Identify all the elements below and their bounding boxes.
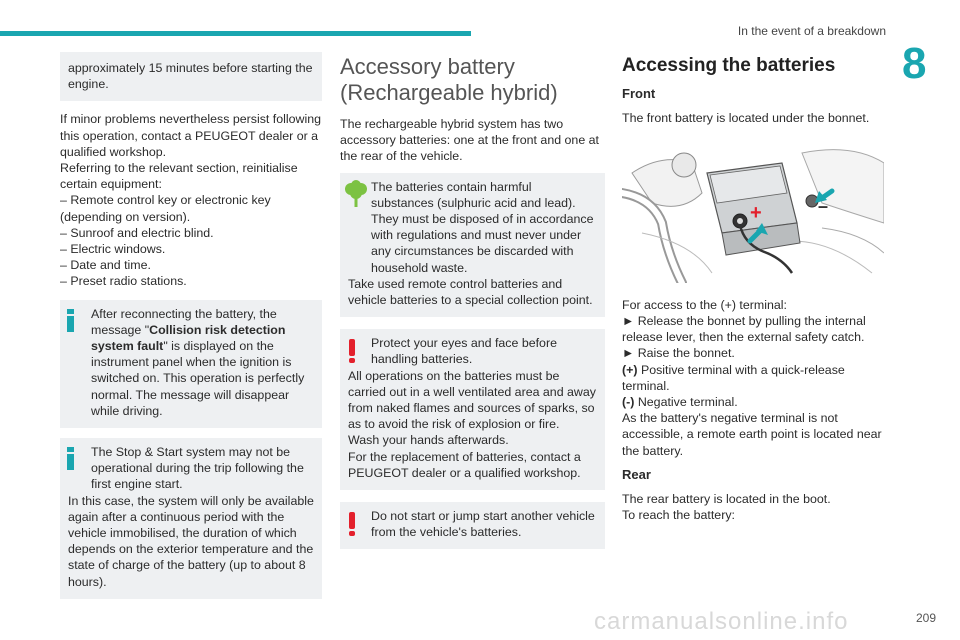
- paragraph: If minor problems nevertheless persist following this operation, contact a PEUGEOT dealer or a qualified workshop.: [60, 112, 322, 159]
- warning-text: All operations on the batteries must be carried out in a well ventilated area and away from naked flames and sources of sparks, so as to avoid the risk of explosion or fire.: [348, 368, 596, 432]
- box-text: approximately 15 minutes before starting the engine.: [68, 61, 313, 92]
- plus-terminal-label: +: [750, 201, 762, 224]
- environment-box: [340, 173, 605, 318]
- chapter-number: 8: [902, 39, 927, 88]
- section-title: In the event of a breakdown: [737, 24, 886, 38]
- section-heading: Accessing the batteries: [622, 55, 836, 76]
- subheading-rear: Rear: [622, 466, 651, 482]
- info-icon: [67, 447, 75, 469]
- list-item: – Sunroof and electric blind.: [60, 225, 214, 240]
- warning-box: [340, 329, 605, 490]
- column-middle: [340, 52, 605, 559]
- warning-text: Wash your hands afterwards.: [348, 433, 509, 448]
- section-heading: Accessory battery (Rechargeable hybrid): [340, 54, 558, 105]
- paragraph: The front battery is located under the bonnet.: [622, 111, 870, 126]
- engine-battery-illustration: [622, 133, 884, 283]
- warning-icon: [349, 512, 355, 536]
- page-number: 209: [915, 611, 936, 625]
- warning-text: For the replacement of batteries, contact a PEUGEOT dealer or a qualified workshop.: [348, 449, 581, 480]
- info-text: After reconnecting the battery, the message "Collision risk detection system fault" is displayed on the instrument panel when the ignition is switched on. This operation is perfectly normal. The message will disappear while driving.: [91, 306, 305, 418]
- paragraph: To reach the battery:: [622, 508, 735, 523]
- column-right: [622, 52, 884, 523]
- list-item: – Electric windows.: [60, 242, 166, 257]
- tree-icon: [344, 180, 368, 210]
- minus-terminal-label: –: [818, 195, 829, 216]
- continuation-box: [60, 52, 322, 101]
- step: ► Raise the bonnet.: [622, 346, 735, 361]
- warning-text: Do not start or jump start another vehicle from the vehicle's batteries.: [371, 509, 595, 540]
- info-text: In this case, the system will only be available again after a continuous period with the vehicle immobilised, the duration of which depends on the exterior temperature and the state of charge of the battery (up to about 8 hours).: [68, 493, 314, 589]
- watermark: carmanualsonline.info: [594, 608, 849, 635]
- paragraph: The rechargeable hybrid system has two accessory batteries: one at the front and one at the rear of the vehicle.: [340, 117, 599, 164]
- header-accent-bar: [0, 31, 471, 36]
- column-left: [60, 52, 322, 609]
- environment-text: Take used remote control batteries and vehicle batteries to a special collection point.: [348, 276, 593, 308]
- warning-icon: [349, 339, 355, 363]
- negative-terminal-text: (-) Negative terminal.: [622, 395, 738, 410]
- list-item: – Date and time.: [60, 258, 151, 273]
- info-icon: [67, 309, 75, 331]
- paragraph: For access to the (+) terminal:: [622, 297, 787, 312]
- list-item: – Remote control key or electronic key (depending on version).: [60, 193, 271, 224]
- info-box: [60, 438, 322, 599]
- step: ► Release the bonnet by pulling the internal release lever, then the external safety catch.: [622, 314, 866, 345]
- info-text: The Stop & Start system may not be operational during the trip following the first engine start.: [91, 445, 304, 492]
- paragraph: As the battery's negative terminal is not accessible, a remote earth point is located near the battery.: [622, 411, 882, 458]
- warning-text: Protect your eyes and face before handling batteries.: [371, 336, 557, 367]
- paragraph: Referring to the relevant section, reinitialise certain equipment:: [60, 161, 298, 192]
- paragraph: The rear battery is located in the boot.: [622, 492, 831, 507]
- warning-box: [340, 502, 605, 549]
- subheading-front: Front: [622, 86, 656, 102]
- list-item: – Preset radio stations.: [60, 274, 187, 289]
- info-box: [60, 300, 322, 428]
- environment-text: The batteries contain harmful substances (sulphuric acid and lead). They must be disposed of in accordance with regulations and must never under any circumstances be discarded with household waste.: [371, 179, 594, 275]
- positive-terminal-text: (+) Positive terminal with a quick-release terminal.: [622, 362, 845, 393]
